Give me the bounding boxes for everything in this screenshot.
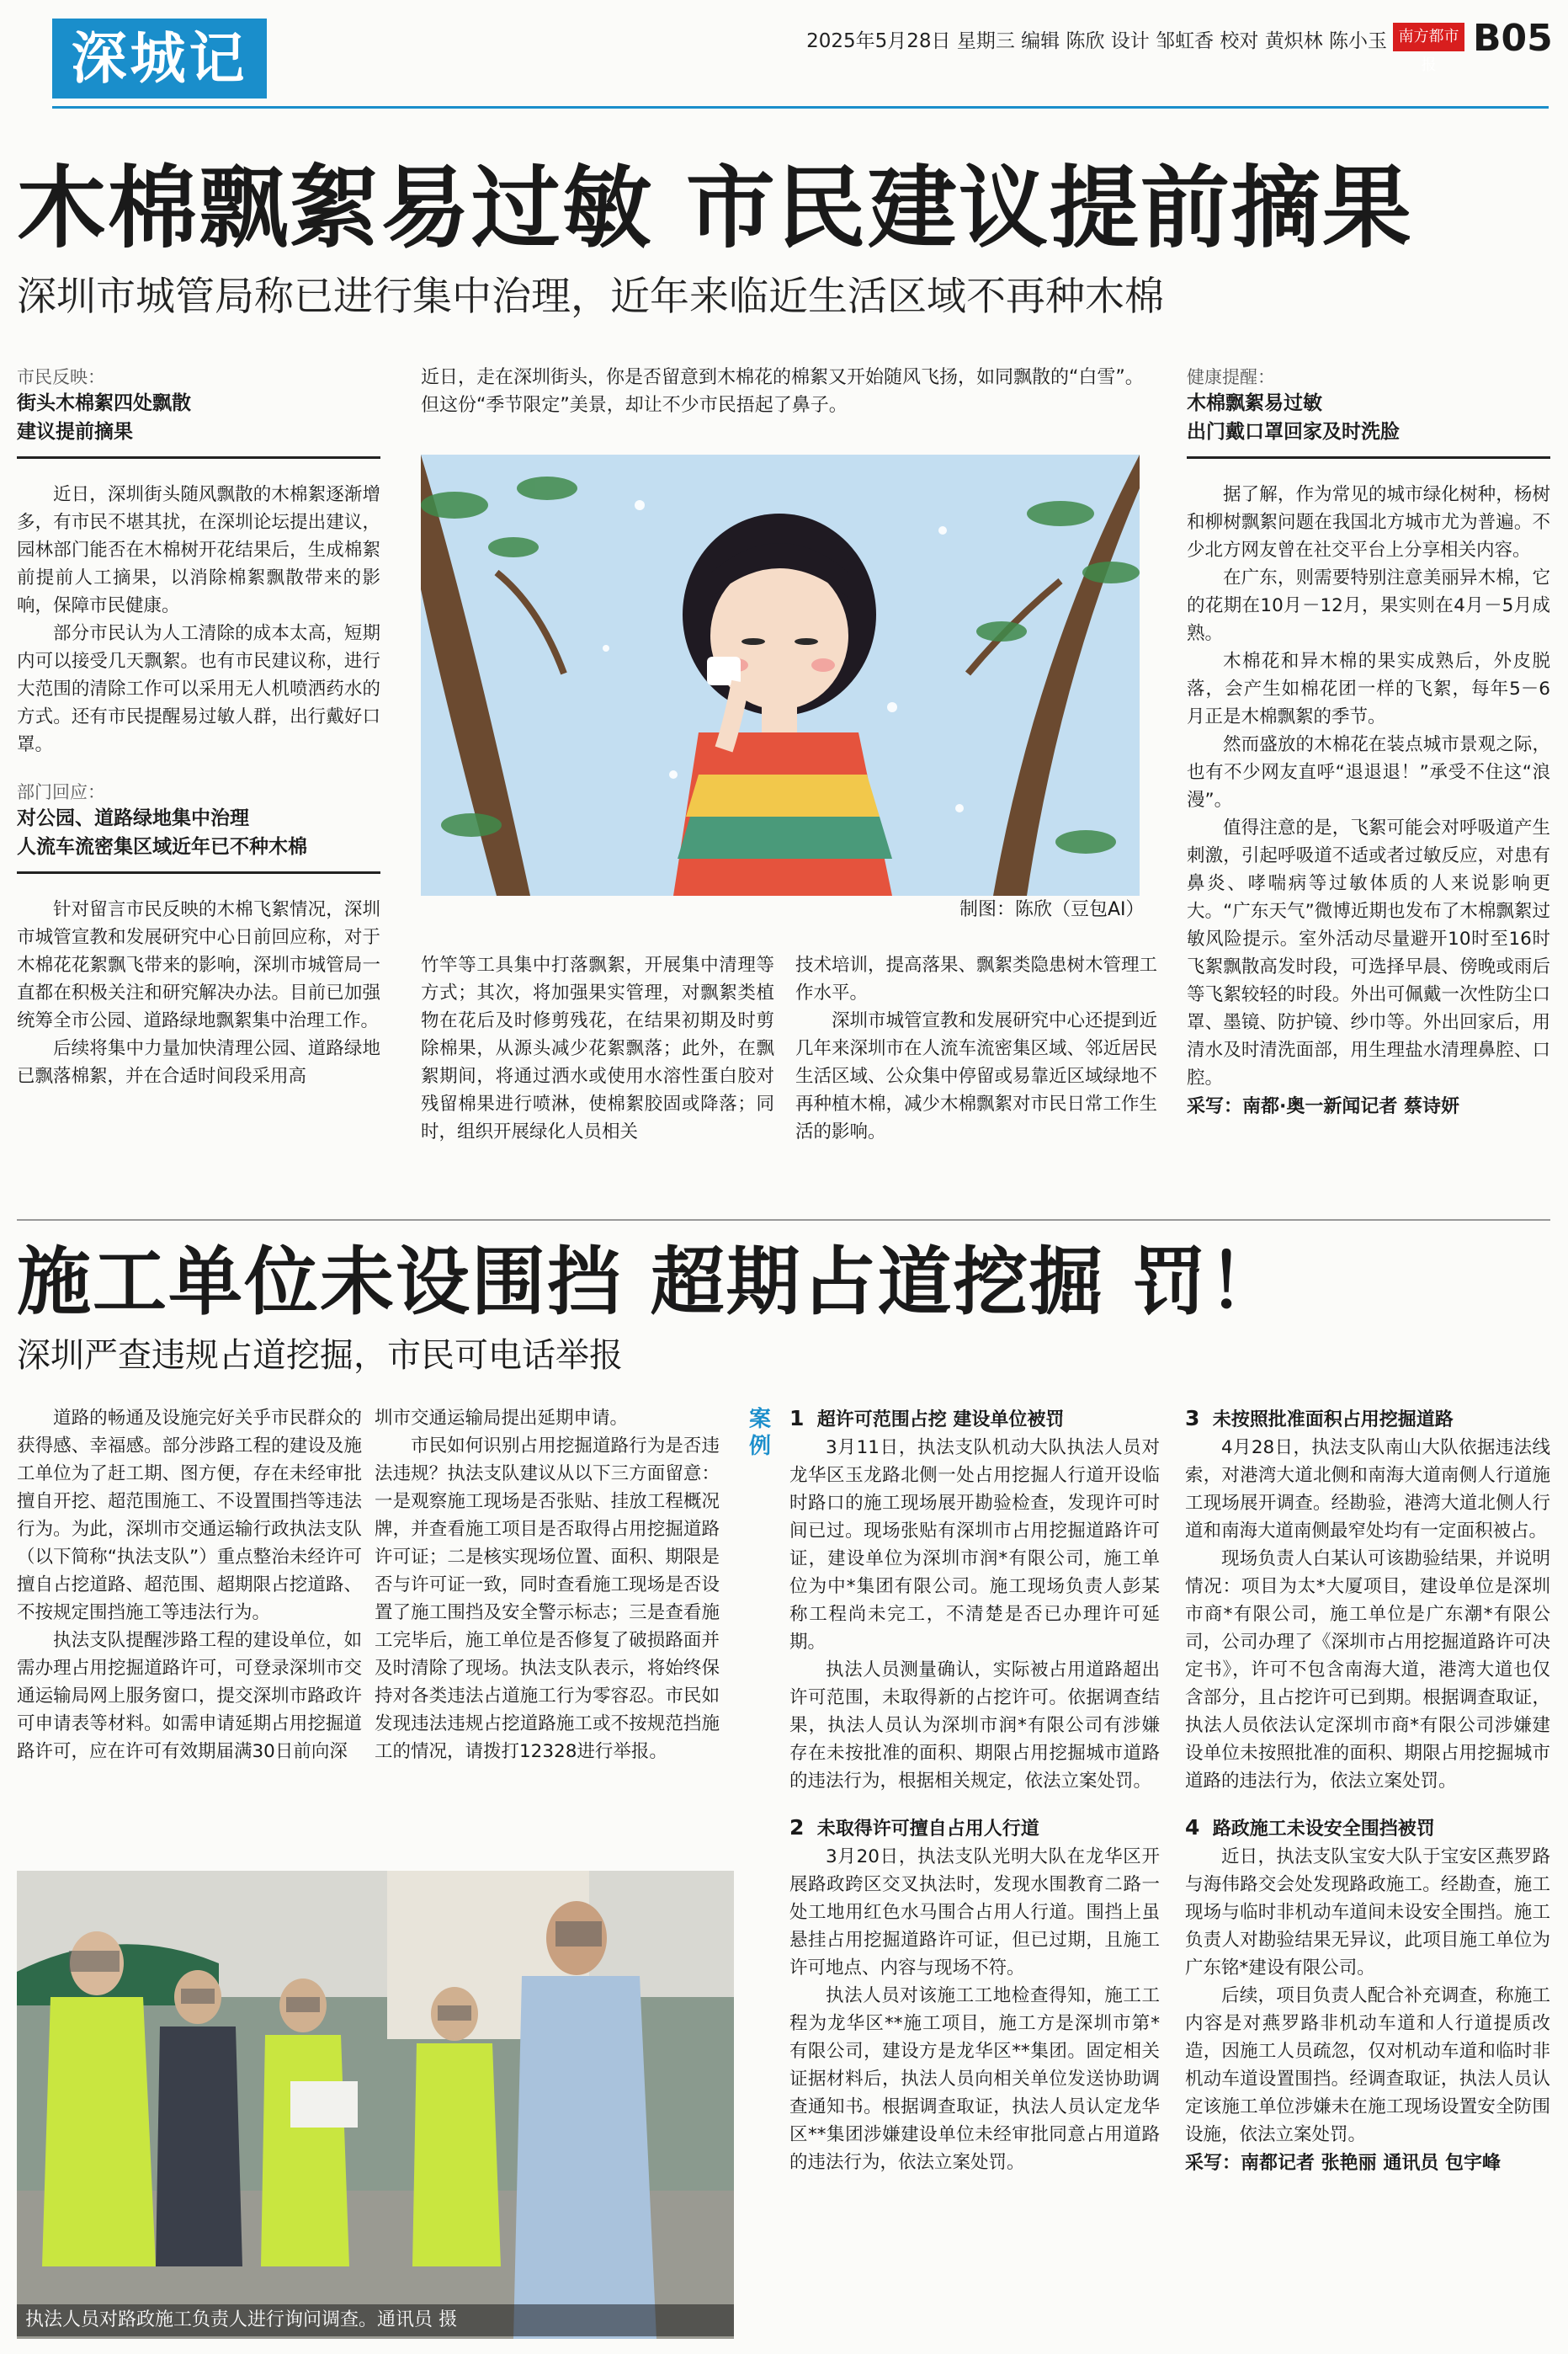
section-title: 出门戴口罩回家及时洗脸 bbox=[1187, 421, 1400, 443]
case-title-text: 超许可范围占挖 建设单位被罚 bbox=[816, 1409, 1065, 1430]
section-title: 木棉飘絮易过敏 bbox=[1187, 392, 1322, 414]
paragraph: 部分市民认为人工清除的成本太高，短期内可以接受几天飘絮。也有市民建议称，进行大范围的清除工作可以采用无人机喷洒药水的方式。还有市民提醒易过敏人群，出行戴好口罩。 bbox=[17, 623, 380, 755]
paragraph: 市民如何识别占用挖掘道路行为是否违法违规？执法支队建议从以下三方面留意：一是观察施工现场是否张贴、挂放工程概况牌，并查看施工项目是否取得占用挖掘道路许可证；二是核实现场位置、面积、期限是否与许可证一致，同时查看施工现场是否设置了施工围挡及安全警示标志；三是查看施工完毕后，施工单位是否修复了破损路面并及时清除了现场。执法支队表示，将始终保持对各类违法占道施工行为零容忍。市民如发现违法违规占挖道路施工或不按规范挡施工的情况，请拨打12328进行举报。 bbox=[375, 1435, 720, 1762]
section-masthead: 深城记 bbox=[52, 19, 267, 99]
byline: 采写：南都记者 张艳丽 通讯员 包宇峰 bbox=[1185, 2153, 1501, 2174]
section-label: 部门回应： bbox=[17, 782, 105, 802]
section-title: 对公园、道路绿地集中治理 bbox=[17, 807, 249, 829]
article-separator bbox=[17, 1219, 1550, 1221]
paragraph: 执法支队提醒涉路工程的建设单位，如需办理占用挖掘道路许可，可登录深圳市交通运输局网上服务窗口，提交深圳市路政许可申请表等材料。如需申请延期占用挖掘道路许可，应在许可有效期届满30日前向深 bbox=[17, 1630, 362, 1762]
paragraph: 后续，项目负责人配合补充调查，称施工内容是对燕罗路非机动车道和人行道提质改造，因施工人员疏忽，仅对机动车道和临时非机动车道设置围挡。经调查取证，执法人员认定该施工单位涉嫌未在施工现场设置安全防围设施，依法立案处罚。 bbox=[1185, 1985, 1550, 2145]
case-title bbox=[789, 1404, 1160, 1434]
case-title bbox=[1185, 1813, 1550, 1843]
paragraph: 近日，执法支队宝安大队于宝安区燕罗路与海伟路交会处发现路政施工。经勘查，施工现场与临时非机动车道间未设安全围挡。施工负责人对勘验结果无异议，此项目施工单位为广东铭*建设有限公司。 bbox=[1185, 1846, 1550, 1979]
article2-headline: 施工单位未设围挡 超期占道挖掘 罚！ bbox=[17, 1238, 1284, 1325]
paragraph: 竹竿等工具集中打落飘絮，开展集中清理等方式；其次，将加强果实管理，对飘絮类植物在花后及时修剪残花，在结果初期及时剪除棉果，从源头减少花絮飘落；此外，在飘絮期间，将通过洒水或使用水溶性蛋白胶对残留棉果进行喷淋，使棉絮胶固或降落；同时，组织开展绿化人员相关 bbox=[421, 955, 774, 1142]
officers-questioning-photo bbox=[17, 1871, 734, 2339]
article1-lead: 近日，走在深圳街头，你是否留意到木棉花的棉絮又开始随风飞扬，如同飘散的“白雪”。但这份“季节限定”美景，却让不少市民捂起了鼻子。 bbox=[421, 367, 1144, 416]
article-body bbox=[789, 1434, 1160, 1795]
paragraph: 3月11日，执法支队机动大队执法人员对龙华区玉龙路北侧一处占用挖掘人行道开设临时路口的施工现场展开勘验检查，发现许可时间已过。现场张贴有深圳市占用挖掘道路许可证，建设单位为深圳市润*有限公司，施工单位为中*集团有限公司。施工现场负责人彭某称工程尚未完工，不清楚是否已办理许可延期。 bbox=[789, 1437, 1160, 1653]
paragraph: 针对留言市民反映的木棉飞絮情况，深圳市城管宣教和发展研究中心日前回应称，对于木棉花花絮飘飞带来的影响，深圳市城管局一直都在积极关注和研究解决办法。目前已加强统筹全市公园、道路绿地飘絮集中治理工作。 bbox=[17, 899, 380, 1031]
paragraph: 木棉花和异木棉的果实成熟后，外皮脱落，会产生如棉花团一样的飞絮，每年5－6月正是木棉飘絮的季节。 bbox=[1187, 651, 1550, 727]
header-rule bbox=[52, 106, 1549, 109]
paragraph: 圳市交通运输局提出延期申请。 bbox=[375, 1408, 629, 1429]
article-body bbox=[17, 896, 380, 1090]
paragraph: 后续将集中力量加快清理公园、道路绿地已飘落棉絮，并在合适时间段采用高 bbox=[17, 1038, 380, 1087]
article1-left-column bbox=[17, 364, 380, 1090]
article-body bbox=[1187, 481, 1550, 1092]
news-photo bbox=[17, 1871, 734, 2339]
article-body bbox=[375, 1404, 720, 1766]
paragraph: 4月28日，执法支队南山大队依据违法线索，对港湾大道北侧和南海大道南侧人行道施工现场展开调查。经勘验，港湾大道北侧人行道和南海大道南侧最窄处均有一定面积被占。 bbox=[1185, 1437, 1550, 1542]
article-body bbox=[17, 481, 380, 759]
paragraph: 执法人员测量确认，实际被占用道路超出许可范围，未取得新的占挖许可。依据调查结果，执法人员认为深圳市润*有限公司有涉嫌存在未按批准的面积、期限占用挖掘城市道路的违法行为，根据相关规定，依法立案处罚。 bbox=[789, 1659, 1160, 1792]
paragraph: 现场负责人白某认可该勘验结果，并说明情况：项目为太*大厦项目，建设单位是深圳市商*有限公司，施工单位是广东潮*有限公司，公司办理了《深圳市占用挖掘道路许可决定书》，许可不包含南海大道，港湾大道也仅含部分，且占挖许可已到期。根据调查取证，执法人员依法认定深圳市商*有限公司涉嫌建设单位未按照批准的面积、期限占用挖掘城市道路的违法行为，依法立案处罚。 bbox=[1185, 1548, 1550, 1792]
girl-sneezing-illustration bbox=[421, 455, 1140, 896]
case-title bbox=[789, 1813, 1160, 1843]
case-title bbox=[1185, 1404, 1550, 1434]
paragraph: 然而盛放的木棉花在装点城市景观之际，也有不少网友直呼“退退退！”承受不住这“浪漫”。 bbox=[1187, 734, 1550, 811]
section-title: 街头木棉絮四处飘散 bbox=[17, 392, 191, 414]
section-label: 健康提醒： bbox=[1187, 367, 1275, 387]
photo-caption: 执法人员对路政施工负责人进行询问调查。通讯员 摄 bbox=[17, 2304, 734, 2336]
article1-headline: 木棉飘絮易过敏 市民建议提前摘果 bbox=[17, 157, 1413, 260]
article-body bbox=[421, 951, 774, 1146]
paragraph: 执法人员对该施工工地检查得知，施工工程为龙华区**施工项目，施工方是深圳市第*有限公司，建设方是龙华区**集团。固定相关证据材料后，执法人员向相关单位发送协助调查通知书。根据调查取证，执法人员认定龙华区**集团涉嫌建设单位未经审批同意占用道路的违法行为，依法立案处罚。 bbox=[789, 1985, 1160, 2173]
article2-subhead: 深圳严查违规占道挖掘，市民可电话举报 bbox=[17, 1336, 623, 1375]
section-label: 市民反映： bbox=[17, 367, 105, 387]
case-number: 4 bbox=[1185, 1815, 1200, 1840]
illustration-credit: 制图：陈欣（豆包AI） bbox=[959, 899, 1145, 920]
case-title-text: 未按照批准面积占用挖掘道路 bbox=[1212, 1409, 1454, 1430]
case-label: 案例 bbox=[749, 1407, 772, 1459]
paragraph: 在广东，则需要特别注意美丽异木棉，它的花期在10月－12月，果实则在4月－5月成熟。 bbox=[1187, 567, 1550, 644]
case-number: 1 bbox=[789, 1406, 805, 1430]
paragraph: 近日，深圳街头随风飘散的木棉絮逐渐增多，有市民不堪其扰，在深圳论坛提出建议，园林部门能否在木棉树开花结果后，生成棉絮前提前人工摘果，以消除棉絮飘散带来的影响，保障市民健康。 bbox=[17, 484, 380, 616]
issue-info: 2025年5月28日 星期三 编辑 陈欣 设计 邹虹香 校对 黄炽林 陈小玉 bbox=[806, 30, 1387, 52]
article-body bbox=[17, 1404, 362, 1766]
article1-subhead: 深圳市城管局称已进行集中治理，近年来临近生活区域不再种木棉 bbox=[17, 274, 1164, 320]
case-column-right bbox=[1185, 1404, 1550, 2175]
page-number: B05 bbox=[1473, 17, 1553, 60]
case-number: 3 bbox=[1185, 1406, 1200, 1430]
section-title: 建议提前摘果 bbox=[17, 421, 133, 443]
case-title-text: 未取得许可擅自占用人行道 bbox=[816, 1819, 1039, 1840]
divider bbox=[1187, 456, 1550, 459]
article-body bbox=[789, 1843, 1160, 2176]
divider bbox=[17, 456, 380, 459]
newspaper-logo: 南方都市报 bbox=[1393, 23, 1464, 51]
article-body bbox=[795, 951, 1157, 1146]
article-body bbox=[1185, 1434, 1550, 1795]
article1-right-column bbox=[1187, 364, 1550, 1118]
section-title: 人流车流密集区域近年已不种木棉 bbox=[17, 836, 307, 858]
divider bbox=[17, 871, 380, 874]
case-column-left bbox=[789, 1404, 1160, 2176]
paragraph: 技术培训，提高落果、飘絮类隐患树木管理工作水平。 bbox=[795, 955, 1158, 1004]
article-body bbox=[1185, 1843, 1550, 2149]
case-title-text: 路政施工未设安全围挡被罚 bbox=[1212, 1819, 1435, 1840]
paragraph: 3月20日，执法支队光明大队在龙华区开展路政跨区交叉执法时，发现水围教育二路一处工地用红色水马围合占用人行道。围挡上虽悬挂占用挖掘道路许可证，但已过期，且施工许可地点、内容与现场不符。 bbox=[789, 1846, 1160, 1979]
illustration bbox=[421, 455, 1140, 896]
byline: 采写：南都·奥一新闻记者 蔡诗妍 bbox=[1187, 1096, 1460, 1117]
paragraph: 深圳市城管宣教和发展研究中心还提到近几年来深圳市在人流车流密集区域、邻近居民生活区域、公众集中停留或易靠近区域绿地不再种植木棉，减少木棉飘絮对市民日常工作生活的影响。 bbox=[795, 1010, 1158, 1142]
paragraph: 据了解，作为常见的城市绿化树种，杨树和柳树飘絮问题在我国北方城市尤为普遍。不少北方网友曾在社交平台上分享相关内容。 bbox=[1187, 484, 1550, 561]
paragraph: 道路的畅通及设施完好关乎市民群众的获得感、幸福感。部分涉路工程的建设及施工单位为了赶工期、图方便，存在未经审批擅自开挖、超范围施工、不设置围挡等违法行为。为此，深圳市交通运输行政执法支队（以下简称“执法支队”）重点整治未经许可擅自占挖道路、超范围、超期限占挖道路、不按规定围挡施工等违法行为。 bbox=[17, 1408, 362, 1623]
case-number: 2 bbox=[789, 1815, 805, 1840]
paragraph: 值得注意的是，飞絮可能会对呼吸道产生刺激，引起呼吸道不适或者过敏反应，对患有鼻炎、哮喘病等过敏体质的人来说影响更大。“广东天气”微博近期也发布了木棉飘絮过敏风险提示。室外活动尽量避开10时至16时飞絮飘散高发时段，可选择早晨、傍晚或雨后等飞絮较轻的时段。外出可佩戴一次性防尘口罩、墨镜、防护镜、纱巾等。外出回家后，用清水及时清洗面部，用生理盐水清理鼻腔、口腔。 bbox=[1187, 818, 1550, 1089]
